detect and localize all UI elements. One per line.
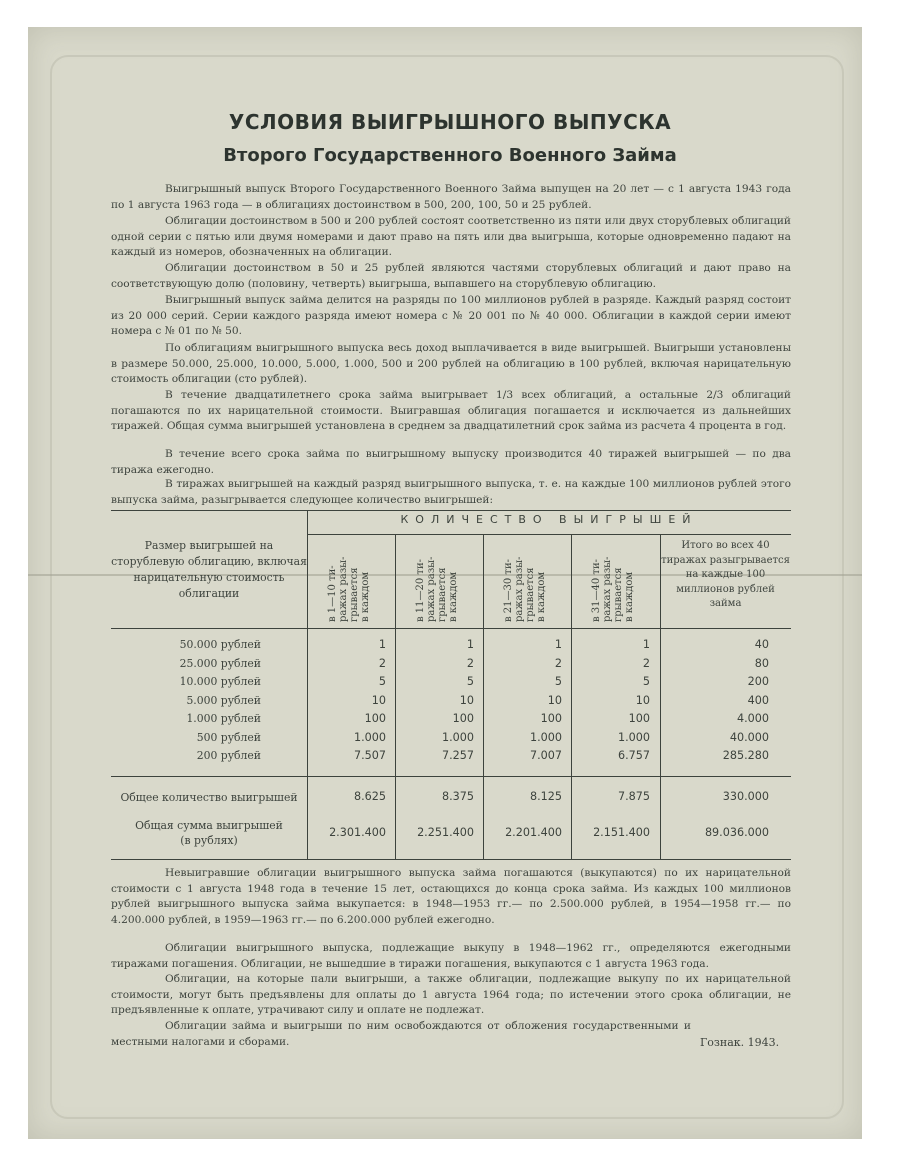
row-denomination-label: 500 рублей [196, 730, 261, 744]
table-cell: 6.757 [617, 749, 650, 762]
paragraph: По облигациям выигрышного выпуска весь доход выплачивается в виде выигрышей. Выигрыши установлены в размере 50.000, 25.000, 10.000, 5.000, 1.000, 500 и 200 рублей на облигацию в 100 рублей, включая нарицательную стоимость облигации (сто рублей). [111, 342, 791, 385]
column-header-draws-1-10 [327, 557, 371, 623]
paragraph: Облигации выигрышного выпуска, подлежащие выкупу в 1948—1962 гг., определяются ежегодными тиражами погашения. Облигации, не вышедшие в тиражи погашения, выкупаются с 1 августа 1963 года. [111, 942, 791, 970]
paragraph: Невыигравшие облигации выигрышного выпуска займа погашаются (выкупаются) по их нарицательной стоимости с 1 августа 1948 года в течение 15 лет, остающихся до конца срока займа. Из каждых 100 миллионов рублей выигрышного выпуска займа выкупается: в 1948—1953 гг.— по 2.500.000 рублей, в 1954—1958 гг.— по 4.200.000 рублей, в 1959—1963 гг.— по 6.200.000 рублей ежегодно. [111, 867, 791, 926]
table-cell: 100 [540, 712, 562, 725]
paragraph: Выигрышный выпуск займа делится на разряды по 100 миллионов рублей в разряде. Каждый разряд состоит из 20 000 серий. Серии каждого разряда имеют номера с № 20 001 по № 40 000. Облигации в каждой серии имеют номера с № 01 по № 50. [111, 294, 791, 337]
paragraph: В течение двадцатилетнего срока займа выигрывает 1/3 всех облигаций, а остальные 2/3 облигаций погашаются по их нарицательной стоимости. Выигравшая облигация погашается и исключается из дальнейших тиражей. Общая сумма выигрышей установлена в среднем за двадцатилетний срок займа из расчета 4 процента в год. [111, 389, 791, 432]
total-cell: 89.036.000 [704, 826, 769, 839]
table-cell: 1 [642, 638, 650, 651]
paragraph: Облигации достоинством в 500 и 200 рублей состоят соответственно из пяти или двух сторублевых облигаций одной серии с пятью или двумя номерами и дают право на пять или два выигрыша, которые одновременно падают на каждый из номеров, обозначенных на облигации. [111, 215, 791, 258]
table-cell: 1 [554, 638, 562, 651]
table-cell: 5 [466, 675, 474, 688]
column-group-header: КОЛИЧЕСТВО ВЫИГРЫШЕЙ [400, 513, 698, 526]
table-rule [111, 776, 791, 777]
table-cell: 285.280 [722, 749, 769, 762]
table-cell: 80 [754, 656, 769, 670]
table-cell: 2 [642, 656, 650, 670]
table-cell: 5 [554, 675, 562, 688]
table-cell: 2 [466, 656, 474, 670]
table-cell: 1.000 [353, 730, 386, 744]
total-sum-label [111, 818, 307, 848]
table-cell: 10 [459, 693, 474, 707]
table-cell: 7.507 [353, 749, 386, 762]
table-cell: 10 [635, 693, 650, 707]
total-cell: 7.875 [617, 790, 650, 803]
table-rule [307, 534, 791, 535]
table-cell: 400 [747, 693, 769, 707]
table-cell: 10 [547, 693, 562, 707]
table-cell: 1.000 [441, 730, 474, 744]
column-header-text: в 21—30 ти- ражах разы- грывается в каждом [503, 556, 547, 622]
table-cell: 100 [364, 712, 386, 725]
table-rule [111, 859, 791, 860]
paragraph: В течение всего срока займа по выигрышному выпуску производится 40 тиражей выигрышей — по два тиража ежегодно. [111, 448, 791, 476]
paragraph: Облигации, на которые пали выигрыши, а также облигации, подлежащие выкупу по их нарицательной стоимости, могут быть предъявлены для оплаты до 1 августа 1964 года; по истечении этого срока облигации, не предъявленные к оплате, утрачивают силу и оплате не подлежат. [111, 973, 791, 1016]
table-cell: 40.000 [729, 730, 769, 744]
total-cell: 8.375 [441, 790, 474, 803]
paragraph: В тиражах выигрышей на каждый разряд выигрышного выпуска, т. е. на каждые 100 миллионов рублей этого выпуска займа, разыгрывается следующее количество выигрышей: [111, 478, 791, 506]
row-denomination-label: 50.000 рублей [179, 638, 261, 651]
table-cell: 1 [378, 638, 386, 651]
paragraph: Выигрышный выпуск Второго Государственного Военного Займа выпущен на 20 лет — с 1 августа 1943 года по 1 августа 1963 года — в облигациях достоинством в 500, 200, 100, 50 и 25 рублей. [111, 183, 791, 211]
winnings-table [111, 510, 791, 860]
total-cell: 2.201.400 [505, 826, 562, 839]
table-cell: 7.257 [441, 749, 474, 762]
table-cell: 5 [642, 675, 650, 688]
table-cell: 1.000 [529, 730, 562, 744]
paragraph: Облигации займа и выигрыши по ним освобождаются от обложения государственными и местными налогами и сборами. [111, 1020, 691, 1048]
table-cell: 200 [747, 675, 769, 688]
total-sum-label-line: Общая сумма выигрышей [135, 819, 283, 832]
table-cell: 5 [378, 675, 386, 688]
table-cell: 2 [378, 656, 386, 670]
column-header-text: в 11—20 ти- ражах разы- грывается в каждом [415, 556, 459, 622]
total-cell: 8.625 [353, 790, 386, 803]
column-header-text: в 1—10 ти- ражах разы- грывается в каждом [327, 556, 371, 622]
printer-imprint: Гознак. 1943. [700, 1036, 780, 1049]
column-header-draws-11-20 [415, 557, 459, 623]
total-cell: 2.301.400 [329, 826, 386, 839]
row-denomination-label: 1.000 рублей [186, 712, 261, 725]
table-rule [111, 628, 791, 629]
table-cell: 100 [628, 712, 650, 725]
document-subtitle: Второго Государственного Военного Займа [223, 145, 677, 166]
column-header-draws-21-30 [503, 557, 547, 623]
row-denomination-label: 25.000 рублей [179, 656, 261, 670]
table-cell: 1.000 [617, 730, 650, 744]
table-cell: 40 [754, 638, 769, 651]
row-denomination-label: 10.000 рублей [179, 675, 261, 688]
row-denomination-label: 5.000 рублей [186, 693, 261, 707]
column-header-denomination: Размер выигрышей на сторублевую облигацию, включая нарицательную стоимость облигации [111, 539, 307, 600]
column-header-text: в 31—40 ти- ражах разы- грывается в каждом [591, 556, 635, 622]
table-cell: 7.007 [529, 749, 562, 762]
table-cell: 4.000 [736, 712, 769, 725]
paragraph: Облигации достоинством в 50 и 25 рублей являются частями сторублевых облигаций и дают право на соответствующую долю (половину, четверть) выигрыша, выпавшего на сторублевую облигацию. [111, 262, 791, 290]
table-rule [111, 510, 791, 511]
table-cell: 1 [466, 638, 474, 651]
total-cell: 2.251.400 [417, 826, 474, 839]
column-header-draws-31-40 [591, 557, 635, 623]
column-header-total: Итого во всех 40 тиражах разыгрывается на каждые 100 миллионов рублей займа [661, 540, 790, 609]
total-cell: 8.125 [529, 790, 562, 803]
total-count-label: Общее количество выигрышей [120, 791, 298, 804]
total-cell: 2.151.400 [593, 826, 650, 839]
row-denomination-label: 200 рублей [196, 749, 261, 762]
table-cell: 100 [452, 712, 474, 725]
table-cell: 2 [554, 656, 562, 670]
document-title: УСЛОВИЯ ВЫИГРЫШНОГО ВЫПУСКА [228, 110, 672, 134]
table-cell: 10 [371, 693, 386, 707]
total-cell: 330.000 [722, 790, 769, 803]
total-sum-label-line: (в рублях) [180, 834, 238, 847]
